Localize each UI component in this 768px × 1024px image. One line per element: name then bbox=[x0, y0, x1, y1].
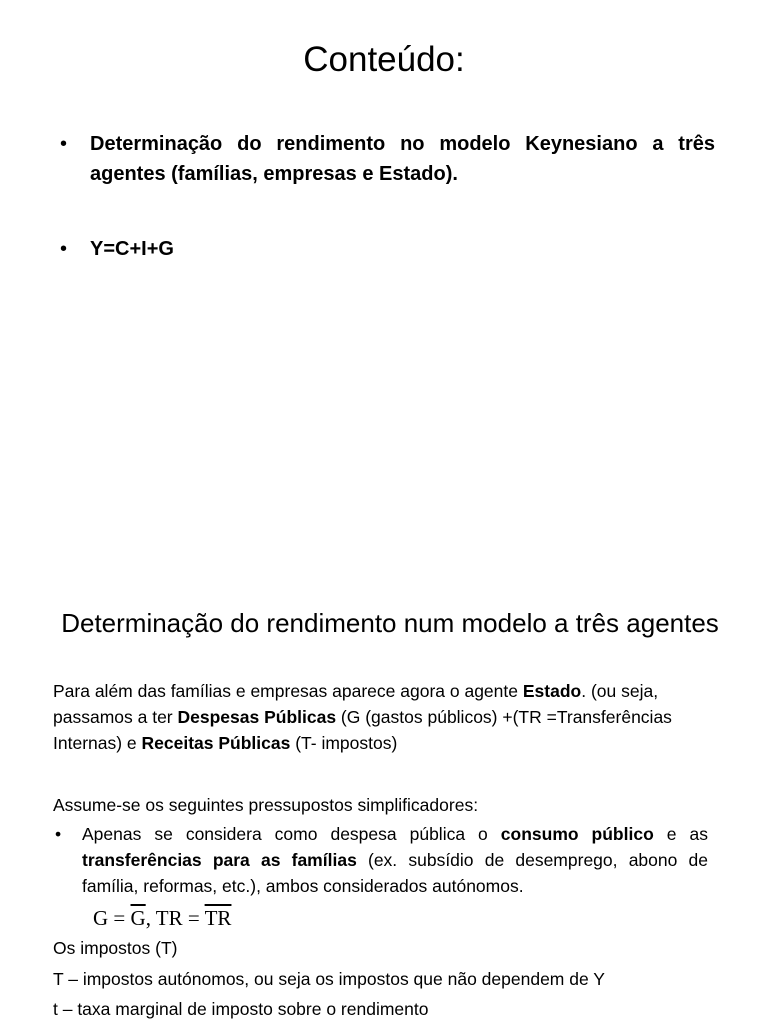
formula-g-bar: $\overline{G}$ bbox=[130, 906, 146, 930]
bullet-text: (ex. subsídio de desemprego, abono de família, reformas, etc.), ambos considerados autónomos. bbox=[82, 850, 709, 896]
autonomous-taxes-line: T – impostos autónomos, ou seja os impostos que não dependem de Y bbox=[53, 969, 605, 989]
para-bold-receitas: Receitas Públicas bbox=[141, 733, 291, 753]
bullet-dot: • bbox=[60, 133, 68, 155]
slide1-title: Conteúdo: bbox=[303, 40, 465, 79]
bullet-bold-transferencias: transferências para as famílias bbox=[82, 850, 357, 870]
formula-g-left: G = bbox=[93, 906, 131, 930]
bullet-equation: Y=C+I+G bbox=[90, 238, 174, 260]
bullet-dot: • bbox=[55, 824, 62, 844]
bullet-text: e as bbox=[653, 824, 708, 844]
bullet-text: Apenas se considera como despesa pública o bbox=[82, 824, 501, 844]
bullet-determinacao: Determinação do rendimento no modelo Keynesiano a três agentes (famílias, empresas e Estado). bbox=[90, 133, 715, 185]
para-bold-despesas: Despesas Públicas bbox=[177, 707, 337, 727]
bullet-bold-consumo: consumo público bbox=[500, 824, 654, 844]
marginal-tax-line: t – taxa marginal de imposto sobre o rendimento bbox=[53, 999, 429, 1019]
formula-tr-bar: $\overline{TR}$ bbox=[204, 906, 232, 930]
formula-sep: , TR = bbox=[145, 906, 205, 930]
para-text: Para além das famílias e empresas aparece agora o agente bbox=[53, 681, 523, 701]
intro-paragraph bbox=[53, 678, 713, 756]
formula bbox=[93, 904, 231, 932]
para-text: (T- impostos) bbox=[290, 733, 398, 753]
taxes-line: Os impostos (T) bbox=[53, 938, 178, 958]
para-text: . (ou seja, passamos a ter bbox=[53, 681, 659, 727]
bullet-dot: • bbox=[60, 238, 68, 260]
assumptions-heading: Assume-se os seguintes pressupostos simplificadores: bbox=[53, 795, 479, 815]
slide2-title: Determinação do rendimento num modelo a três agentes bbox=[61, 608, 719, 638]
assumption-bullet bbox=[82, 821, 708, 899]
para-bold-estado: Estado bbox=[522, 681, 582, 701]
para-text: (G (gastos públicos) +(TR =Transferências Internas) e bbox=[53, 707, 672, 753]
